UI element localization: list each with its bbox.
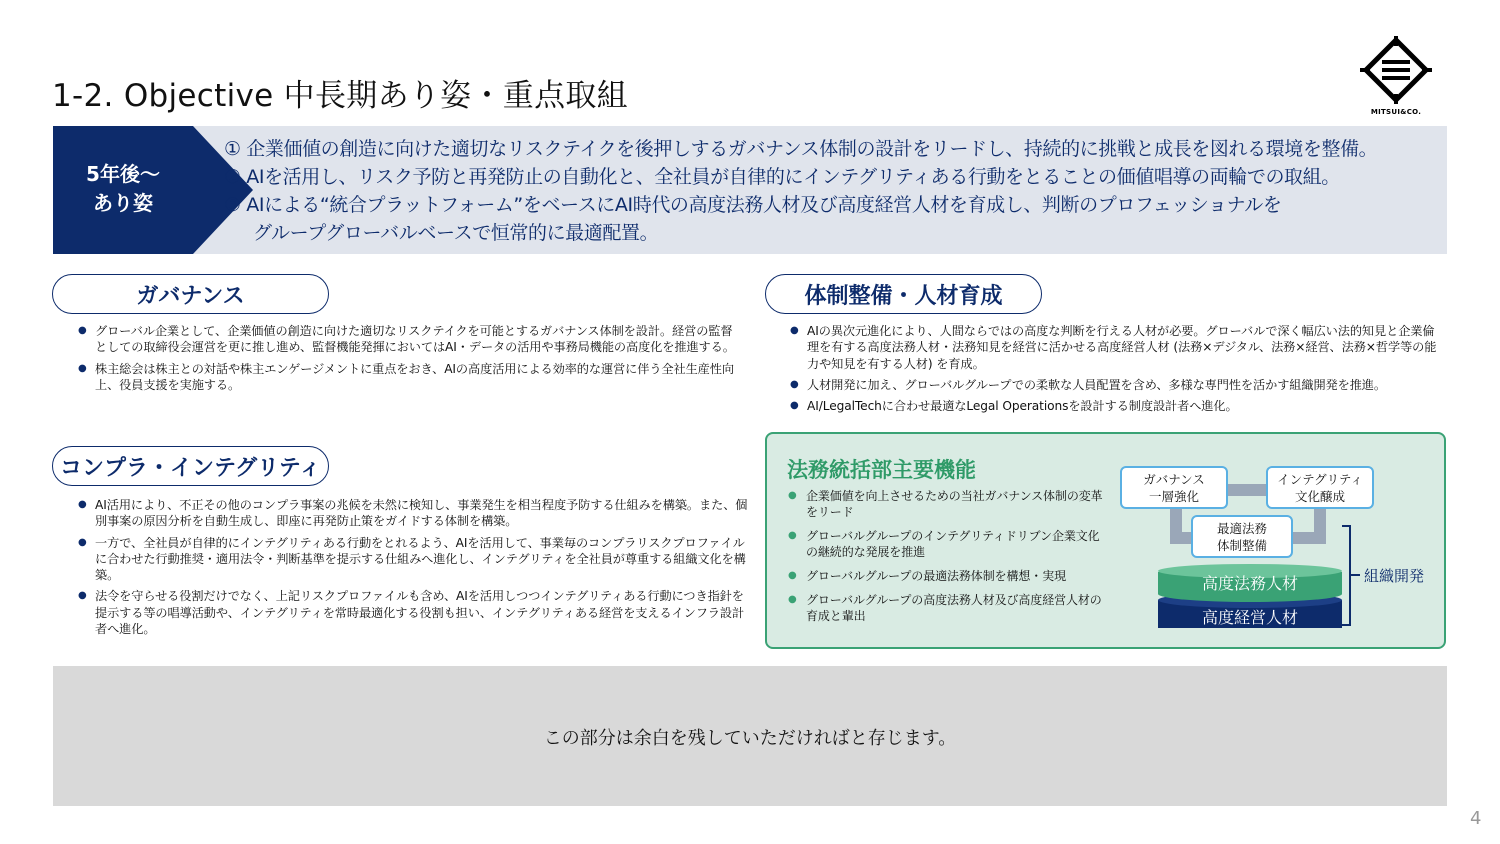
list-item: ● 一方で、全社員が自律的にインテグリティある行動をとれるよう、AIを活用して、事業毎のコンプラリスクプロファイルに合わせた行動推奨・適用法令・判断基準を提示する仕組みへ進化し、インテグリティを全社員が尊重する組織文化を構築。 (78, 535, 748, 584)
integrity-box (1266, 466, 1374, 509)
list-item: ● AI活用により、不正その他のコンプラ事案の兆候を未然に検知し、事業発生を相当程度予防する仕組みを構築。また、個別事案の原因分析を自動生成し、即座に再発防止策をガイドする体制を構築。 (78, 497, 748, 530)
page-number: 4 (1470, 808, 1482, 829)
integrity-box-line1: インテグリティ (1277, 471, 1363, 487)
vision-item-3-cont: グループグローバルベースで恒常的に最適配置。 (253, 222, 659, 244)
reserved-area-note: この部分は余白を残していただければと存じます。 (543, 728, 957, 749)
list-item: ● 人材開発に加え、グローバルグループでの柔軟な人員配置を含め、多様な専門性を活かす組織開発を推進。 (790, 377, 1440, 393)
list-item: ● 企業価値を向上させるための当社ガバナンス体制の変革をリード (788, 488, 1103, 520)
governance-box (1120, 466, 1228, 509)
vision-tab-line2: あり姿 (93, 191, 153, 215)
list-item: ● グローバルグループのインテグリティドリブン企業文化の継続的な発展を推進 (788, 528, 1103, 560)
bracket (1342, 526, 1350, 625)
functions-list (788, 488, 1103, 632)
list-item: ● グローバルグループの最適法務体制を構想・実現 (788, 568, 1103, 584)
bracket-label: 組織開発 (1364, 567, 1425, 585)
layer-legal-label: 高度法務人材 (1201, 574, 1298, 593)
functions-heading: 法務統括部主要機能 (787, 458, 976, 482)
structure-box (1191, 515, 1293, 558)
compliance-heading: コンプラ・インテグリティ (52, 446, 329, 486)
layer-management-label: 高度経営人材 (1201, 608, 1298, 627)
integrity-box-line2: 文化醸成 (1294, 488, 1345, 504)
vision-item-3: ③ AIによる“統合プラットフォーム”をベースにAI時代の高度法務人材及び高度経営人材を育成し、判断のプロフェッショナルを (224, 194, 1282, 216)
governance-box-line2: 一層強化 (1148, 488, 1199, 504)
logo-wordmark: MITSUI&CO. (1370, 108, 1422, 116)
vision-item-1: ① 企業価値の創造に向けた適切なリスクテイクを後押しするガバナンス体制の設計をリードし、持続的に挑戦と成長を図れる環境を整備。 (224, 138, 1378, 160)
list-item: ● 株主総会は株主との対話や株主エンゲージメントに重点をおき、AIの高度活用による効率的な運営に伴う全社生産性向上、役員支援を実施する。 (78, 361, 744, 394)
governance-box-line1: ガバナンス (1143, 471, 1205, 487)
vision-tab-line1: 5年後～ (86, 162, 160, 186)
page-title: 1-2. Objective 中長期あり姿・重点取組 (52, 78, 628, 114)
list-item: ● AI/LegalTechに合わせ最適なLegal Operationsを設計する制度設計者へ進化。 (790, 398, 1440, 414)
structure-box-line1: 最適法務 (1216, 520, 1267, 536)
vision-tab-label (53, 160, 193, 218)
compliance-list (78, 497, 748, 642)
list-item: ● グローバル企業として、企業価値の創造に向けた適切なリスクテイクを可能とするガバナンス体制を設計。経営の監督としての取締役会運営を更に推し進め、監督機能発揮においてはAI・データの活用や事務局機能の高度化を推進する。 (78, 323, 744, 356)
list-item: ● 法令を守らせる役割だけでなく、上記リスクプロファイルも含め、AIを活用しつつインテグリティある行動につき指針を提示する等の唱導活動や、インテグリティを常時最適化する役割も担い、インテグリティある経営を支えるインフラ設計者へ進化。 (78, 588, 748, 637)
organization-list (790, 323, 1440, 419)
list-item: ● グローバルグループの高度法務人材及び高度経営人材の育成と輩出 (788, 592, 1103, 624)
vision-item-2: ② AIを活用し、リスク予防と再発防止の自動化と、全社員が自律的にインテグリティある行動をとることの価値唱導の両輪での取組。 (224, 166, 1340, 188)
governance-list (78, 323, 744, 398)
governance-heading: ガバナンス (52, 274, 329, 314)
organization-heading: 体制整備・人材育成 (765, 274, 1042, 314)
list-item: ● AIの異次元進化により、人間ならではの高度な判断を行える人材が必要。グローバルで深く幅広い法的知見と企業倫理を有する高度法務人材・法務知見を経営に活かせる高度経営人材 (法務×デジタル、法務×経営、法務×哲学等の能力や知見を有する人材) を育成。 (790, 323, 1440, 372)
structure-box-line2: 体制整備 (1216, 537, 1267, 553)
